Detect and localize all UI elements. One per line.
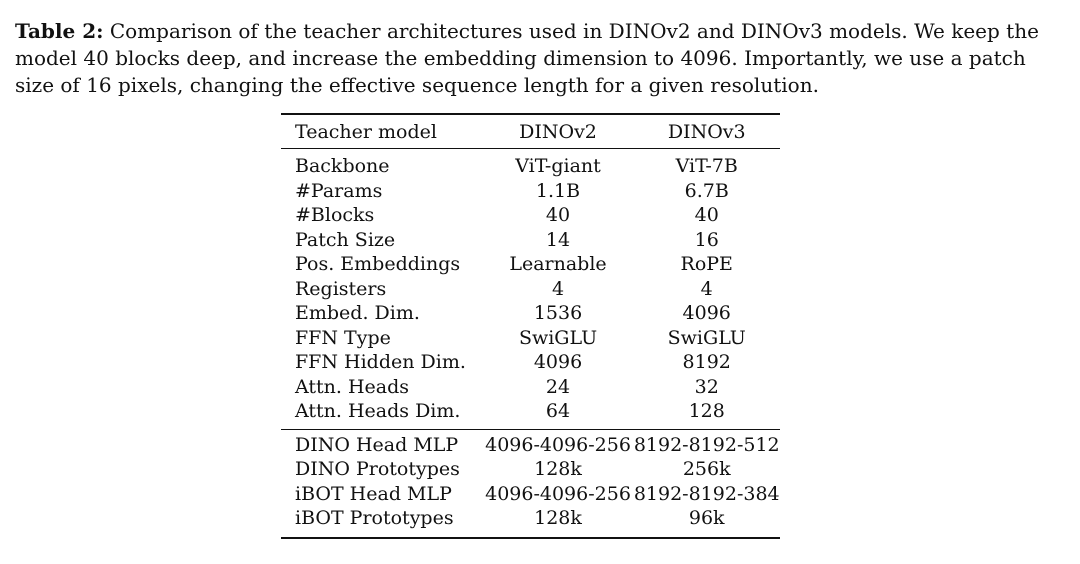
table-caption — [15, 18, 1067, 99]
dinov3-value: 4 — [700, 277, 713, 300]
row-label: DINO Prototypes — [295, 458, 460, 480]
dinov2-value: 4096-4096-256 — [485, 482, 631, 505]
row-label: Registers — [295, 277, 387, 300]
row-label: DINO Head MLP — [295, 433, 459, 456]
dinov3-value: 40 — [694, 204, 719, 226]
row-label: iBOT Head MLP — [295, 482, 452, 505]
table-row — [281, 399, 780, 429]
row-label: Patch Size — [295, 228, 396, 251]
header-teacher-model: Teacher model — [295, 120, 437, 143]
dinov2-value: 4096-4096-256 — [485, 433, 631, 456]
row-label: Backbone — [295, 155, 390, 177]
dinov3-value: 96k — [688, 507, 725, 529]
row-label: iBOT Prototypes — [295, 507, 454, 529]
table-row — [281, 149, 780, 179]
dinov2-value: ViT-giant — [515, 155, 601, 177]
dinov3-value: 8192 — [682, 351, 731, 373]
dinov3-value: 8192-8192-512 — [633, 433, 780, 456]
head-section — [281, 429, 780, 538]
table-row — [281, 350, 780, 375]
table-row — [281, 301, 780, 326]
dinov2-value: 4 — [551, 277, 565, 300]
architecture-section — [281, 149, 780, 430]
row-label: #Blocks — [295, 204, 375, 226]
dinov2-value: 128k — [534, 458, 582, 480]
table-row — [281, 375, 780, 400]
dinov3-value: SwiGLU — [667, 326, 746, 349]
header-row — [281, 114, 780, 149]
table-row — [281, 179, 780, 204]
dinov2-value: SwiGLU — [518, 326, 598, 349]
table-row — [281, 277, 780, 302]
dinov3-value: 256k — [682, 458, 731, 480]
row-label: Attn. Heads — [295, 375, 410, 398]
row-label: FFN Hidden Dim. — [295, 351, 466, 373]
row-label: Pos. Embeddings — [295, 253, 461, 275]
dinov2-value: 1.1B — [535, 179, 581, 202]
table-row — [281, 482, 780, 507]
caption-label: Table 2: — [15, 19, 104, 43]
table-row — [281, 252, 780, 277]
row-label: Attn. Heads Dim. — [295, 400, 461, 422]
dinov3-value: RoPE — [680, 253, 733, 275]
dinov3-value: ViT-7B — [675, 155, 738, 177]
dinov2-value: 128k — [534, 507, 582, 529]
table-row — [281, 326, 780, 351]
table-row — [281, 457, 780, 482]
row-label: FFN Type — [295, 326, 391, 349]
table-row — [281, 506, 780, 538]
dinov2-value: 64 — [545, 400, 571, 422]
dinov3-value: 6.7B — [684, 179, 729, 202]
dinov3-value: 4096 — [682, 302, 731, 324]
header-dinov2: DINOv2 — [519, 120, 597, 143]
dinov3-value: 16 — [694, 228, 719, 251]
architecture-table-container — [281, 113, 780, 539]
caption-text: Comparison of the teacher architectures used in DINOv2 and DINOv3 models. We keep the model 40 blocks deep, and increase the embedding dimension to 4096. Importantly, we use a patch size of 16 pixels, changing the effective sequence length for a given resolution. — [15, 19, 1039, 97]
dinov2-value: Learnable — [509, 253, 607, 275]
header-dinov3: DINOv3 — [667, 120, 746, 143]
row-label: #Params — [295, 179, 383, 202]
dinov2-value: 4096 — [533, 351, 583, 373]
dinov3-value: 8192-8192-384 — [633, 482, 780, 505]
dinov2-value: 1536 — [533, 302, 583, 324]
row-label: Embed. Dim. — [295, 302, 420, 324]
dinov3-value: 128 — [688, 400, 725, 422]
architecture-table — [281, 113, 780, 539]
dinov2-value: 24 — [545, 375, 571, 398]
dinov3-value: 32 — [694, 375, 719, 398]
dinov2-value: 14 — [545, 228, 571, 251]
table-row — [281, 228, 780, 253]
table-row — [281, 429, 780, 457]
dinov2-value: 40 — [545, 204, 571, 226]
table-row — [281, 203, 780, 228]
